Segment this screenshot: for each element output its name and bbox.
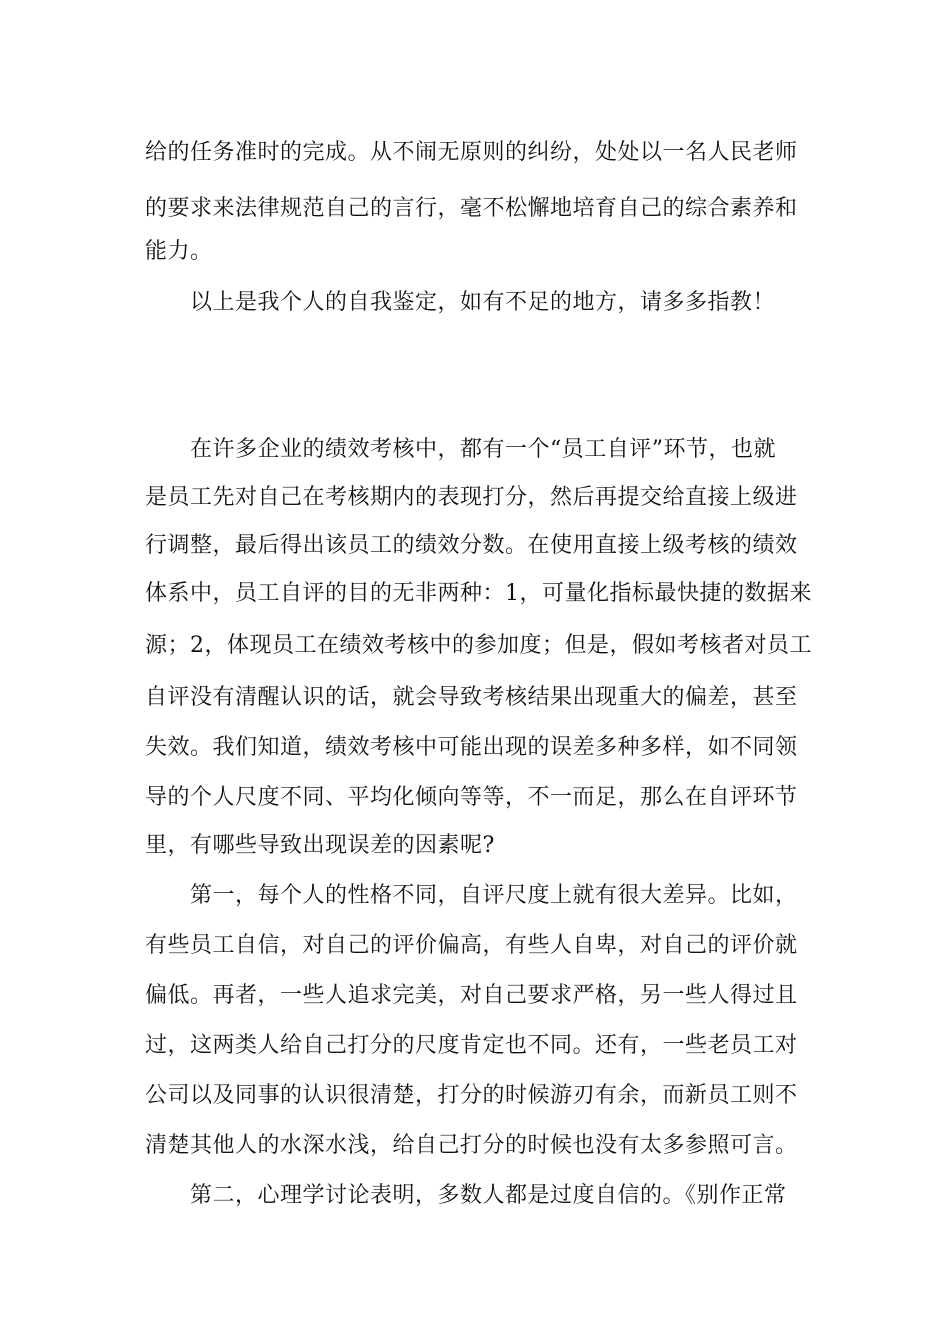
text-line: 有些员工自信，对自己的评价偏高，有些人自卑，对自己的评价就 [145, 933, 798, 958]
text-line: 行调整，最后得出该员工的绩效分数。在使用直接上级考核的绩效 [145, 533, 798, 558]
text-line: 第一，每个人的性格不同，自评尺度上就有很大差异。比如， [190, 883, 798, 908]
text-line: 能力。 [145, 239, 213, 264]
text-line: 第二，心理学讨论表明，多数人都是过度自信的。《别作正常 [190, 1183, 787, 1208]
text-line: 源；2，体现员工在绩效考核中的参加度；但是，假如考核者对员工 [145, 633, 812, 658]
text-line: 导的个人尺度不同、平均化倾向等等，不一而足，那么在自评环节 [145, 785, 798, 810]
text-line: 在许多企业的绩效考核中，都有一个“员工自评”环节，也就 [190, 437, 776, 462]
text-line: 过，这两类人给自己打分的尺度肯定也不同。还有，一些老员工对 [145, 1033, 798, 1058]
text-line: 公司以及同事的认识很清楚，打分的时候游刃有余，而新员工则不 [145, 1083, 798, 1108]
text-line: 是员工先对自己在考核期内的表现打分，然后再提交给直接上级进 [145, 485, 798, 510]
text-line: 里，有哪些导致出现误差的因素呢? [145, 833, 495, 858]
text-line: 清楚其他人的水深水浅，给自己打分的时候也没有太多参照可言。 [145, 1133, 798, 1158]
text-line: 自评没有清醒认识的话，就会导致考核结果出现重大的偏差，甚至 [145, 685, 798, 710]
text-line: 的要求来法律规范自己的言行，毫不松懈地培育自己的综合素养和 [145, 196, 798, 221]
text-line: 体系中，员工自评的目的无非两种：1，可量化指标最快捷的数据来 [145, 581, 812, 606]
text-line: 失效。我们知道，绩效考核中可能出现的误差多种多样，如不同领 [145, 735, 798, 760]
text-line: 以上是我个人的自我鉴定，如有不足的地方，请多多指教！ [190, 290, 776, 315]
text-line: 偏低。再者，一些人追求完美，对自己要求严格，另一些人得过且 [145, 983, 798, 1008]
text-line: 给的任务准时的完成。从不闹无原则的纠纷，处处以一名人民老师 [145, 140, 798, 165]
